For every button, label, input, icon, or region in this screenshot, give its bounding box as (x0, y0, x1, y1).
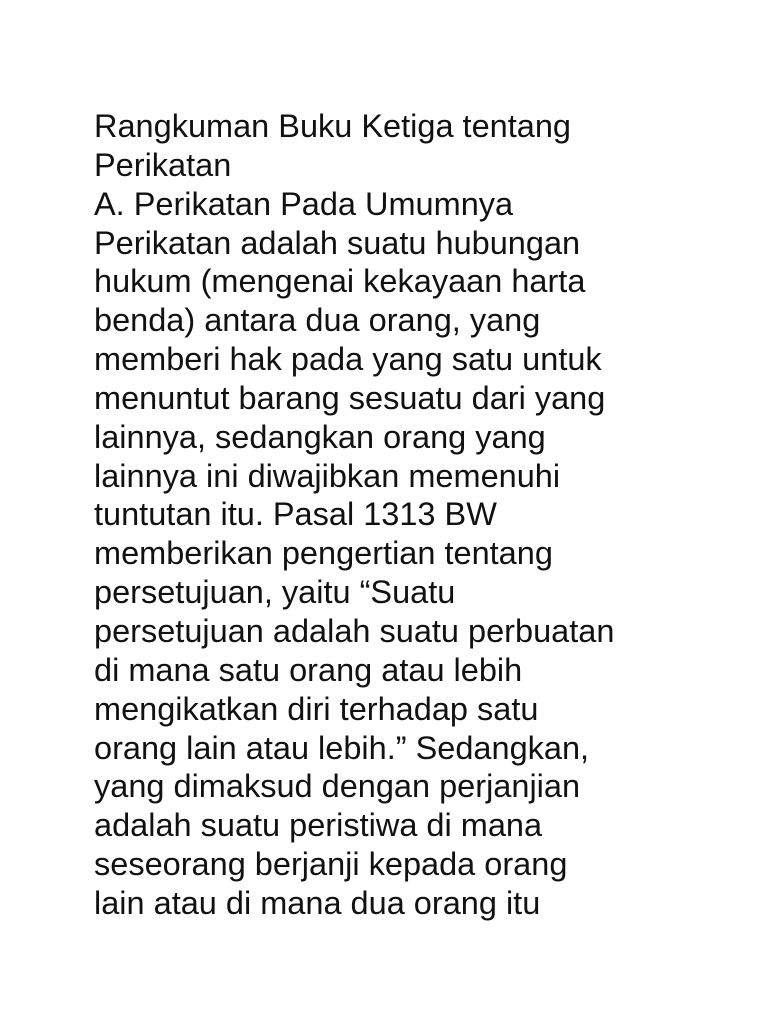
paragraph-line: tuntutan itu. Pasal 1313 BW (94, 496, 497, 533)
paragraph-line: di mana satu orang atau lebih (94, 651, 523, 688)
paragraph-line: mengikatkan diri terhadap satu (94, 690, 539, 727)
paragraph-line: adalah suatu peristiwa di mana (94, 807, 543, 844)
paragraph-line: lainnya, sedangkan orang yang (94, 418, 546, 455)
section-heading: A. Perikatan Pada Umumnya (94, 185, 514, 222)
paragraph-line: orang lain atau lebih.” Sedangkan, (94, 729, 590, 766)
paragraph-line: benda) antara dua orang, yang (94, 302, 541, 339)
paragraph-line: menuntut barang sesuatu dari yang (94, 379, 606, 416)
paragraph-line: hukum (mengenai kekayaan harta (94, 263, 586, 300)
paragraph-line: Perikatan adalah suatu hubungan (94, 224, 581, 261)
paragraph-line: seseorang berjanji kepada orang (94, 846, 568, 883)
paragraph-line: lain atau di mana dua orang itu (94, 884, 541, 921)
paragraph-line: persetujuan, yaitu “Suatu (94, 574, 456, 611)
document-text (94, 107, 714, 923)
document-title-line: Perikatan (94, 146, 232, 183)
paragraph-line: lainnya ini diwajibkan memenuhi (94, 457, 561, 494)
paragraph-line: memberikan pengertian tentang (94, 535, 553, 572)
document-title-line: Rangkuman Buku Ketiga tentang (94, 108, 571, 144)
paragraph-line: yang dimaksud dengan perjanjian (94, 768, 581, 805)
paragraph-line: memberi hak pada yang satu untuk (94, 341, 602, 378)
paragraph-line: persetujuan adalah suatu perbuatan (94, 612, 615, 649)
